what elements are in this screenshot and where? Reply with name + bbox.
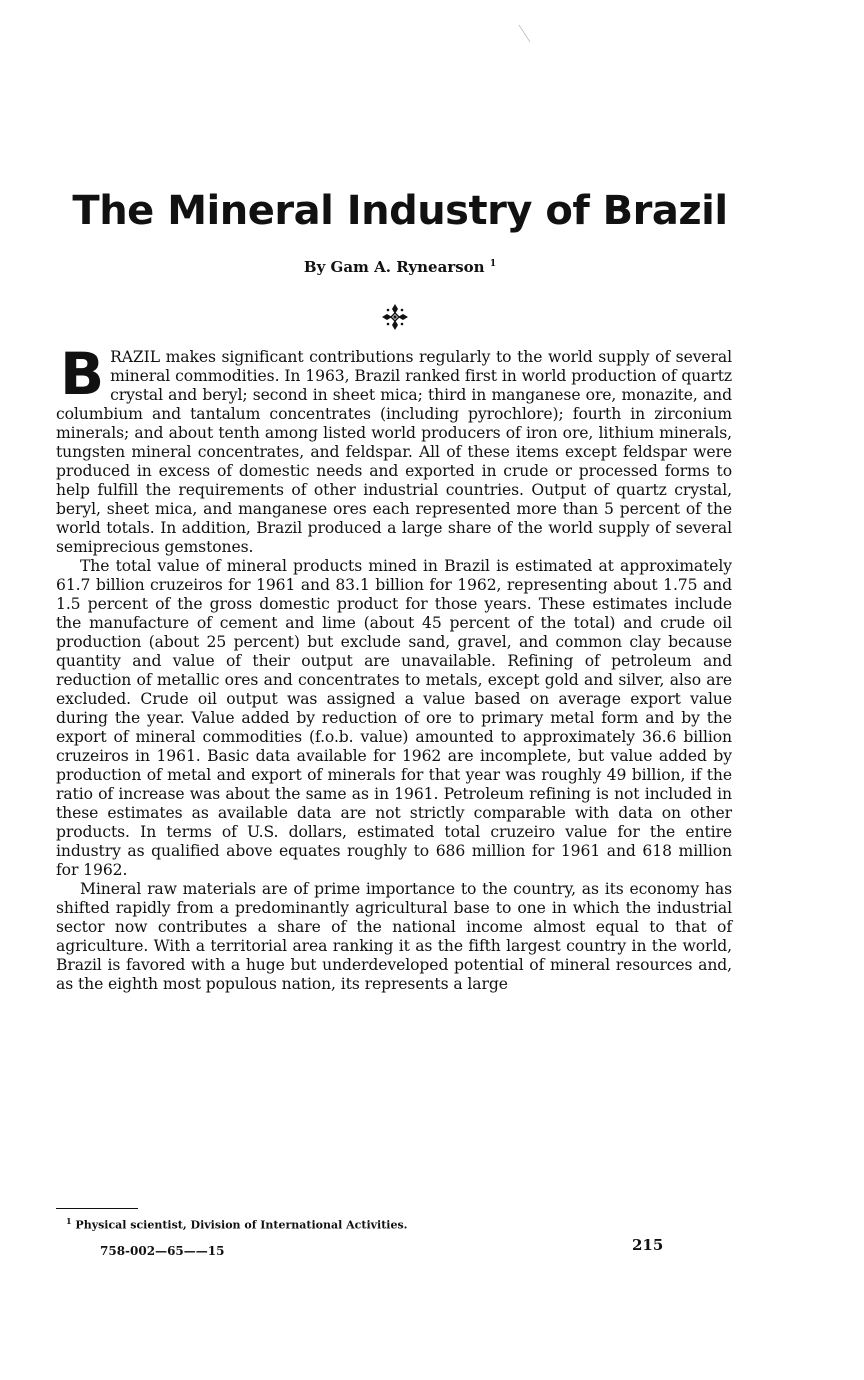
paragraph-1 [56,340,732,557]
scan-mark-icon [518,24,532,44]
footnote [66,1216,407,1232]
paragraph-1-text: makes significant contributions regularly to the world supply of several mineral commodities. In 1963, Brazil ranked first in world production of quartz crystal and beryl; second in sheet mica; third in manganese ore, monazite, and columbium and tantalum concentrates (including pyrochlore); fourth in zirconium minerals; and about tenth among listed world producers of iron ore, lithium minerals, tungsten mineral concentrates, and feldspar. All of these items except feldspar were produced in excess of domestic needs and exported in crude or processed forms to help fulfill the requirements of other industrial countries. Output of quartz crystal, beryl, sheet mica, and manganese ores each represented more than 5 percent of the world totals. In addition, Brazil produced a large share of the world supply of several semiprecious gemstones. [56,348,732,556]
lead-word: RAZIL [110,348,160,366]
byline-footnote-ref: 1 [489,259,497,269]
page-number: 215 [632,1236,664,1254]
byline [0,258,800,276]
paragraph-2: The total value of mineral products mined in Brazil is estimated at approximately 61.7 billion cruzeiros for 1961 and 83.1 billion for 1962, representing about 1.75 and 1.5 percent of the gross domestic product for those years. These estimates include the manufacture of cement and lime (about 45 percent of the total) and crude oil production (about 25 percent) but exclude sand, gravel, and common clay because quantity and value of their output are unavailable. Refining of petroleum and reduction of metallic ores and concentrates to metals, except gold and silver, also are excluded. Crude oil output was assigned a value based on average export value during the year. Value added by reduction of ore to primary metal form and by the export of mineral commodities (f.o.b. value) amounted to approximately 36.6 billion cruzeiros in 1961. Basic data available for 1962 are incomplete, but value added by production of metal and export of minerals for that year was roughly 49 billion, if the ratio of increase was about the same as in 1961. Petroleum refining is not included in these estimates as available data are not strictly comparable with data on other products. In terms of U.S. dollars, estimated total cruzeiro value for the entire industry as qualified above equates roughly to 686 million for 1961 and 618 million for 1962. [56,557,732,879]
drop-cap: B [60,340,105,408]
paragraph-3: Mineral raw materials are of prime importance to the country, as its economy has shifted rapidly from a predominantly agricultural base to one in which the industrial sector now contributes a share of the national income almost equal to that of agriculture. With a territorial area ranking it as the fifth largest country in the world, Brazil is favored with a huge but underdeveloped potential of mineral resources and, as the eighth most populous nation, its represents a large [56,880,732,993]
footnote-rule [56,1208,138,1209]
article-title: The Mineral Industry of Brazil [72,188,728,234]
author-byline: By Gam A. Rynearson [303,258,485,276]
decorative-diamond-ornament-icon [380,302,410,332]
article-body [56,340,732,994]
print-code: 758-002—65——15 [100,1244,225,1258]
footnote-text: Physical scientist, Division of International Activities. [75,1218,408,1232]
footnote-marker: 1 [66,1216,72,1226]
